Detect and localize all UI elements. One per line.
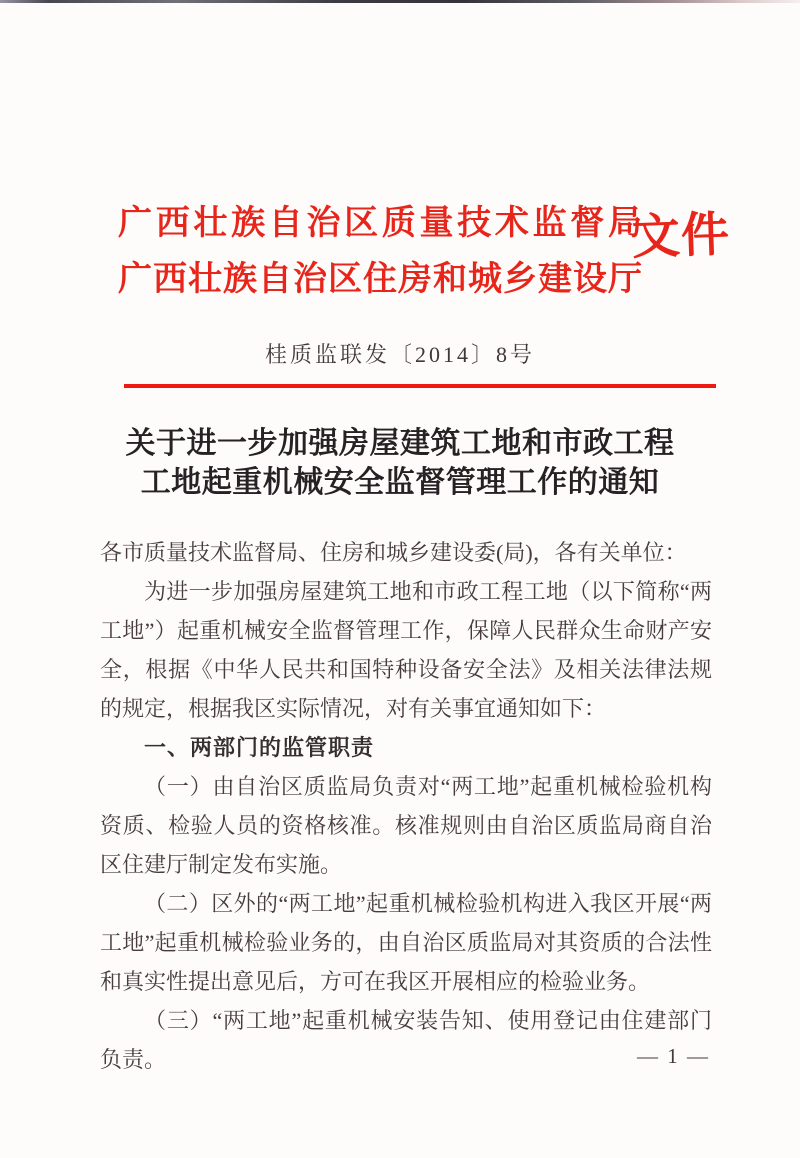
letterhead-org-line1: 广西壮族自治区质量技术监督局 — [118, 205, 642, 242]
section-1-item-1: （一）由自治区质监局负责对“两工地”起重机械检验机构资质、检验人员的资格核准。核准规则由自治区质监局商自治区住建厅制定发布实施。 — [100, 774, 712, 877]
scan-artifact-top-edge — [0, 0, 800, 3]
red-divider-rule — [124, 384, 716, 388]
letterhead-org-line2: 广西壮族自治区住房和城乡建设厅 — [118, 261, 642, 298]
document-reference-number: 桂质监联发〔2014〕8号 — [264, 342, 535, 367]
document-title — [0, 424, 800, 502]
letterhead-document-label: 文件 — [631, 208, 731, 265]
document-body — [100, 533, 712, 1079]
section-1-item-3: （三）“两工地”起重机械安装告知、使用登记由住建部门负责。 — [100, 1008, 712, 1072]
section-1-heading: 一、两部门的监管职责 — [144, 735, 375, 760]
salutation-line: 各市质量技术监督局、住房和城乡建设委(局)，各有关单位： — [100, 540, 687, 565]
document-title-line2: 工地起重机械安全监督管理工作的通知 — [140, 466, 660, 499]
document-title-line1: 关于进一步加强房屋建筑工地和市政工程 — [125, 427, 675, 460]
page-number: — 1 — — [637, 1044, 710, 1068]
intro-paragraph: 为进一步加强房屋建筑工地和市政工程工地（以下简称“两工地”）起重机械安全监督管理工作，保障人民群众生命财产安全，根据《中华人民共和国特种设备安全法》及相关法律法规的规定，根据我区实际情况，对有关事宜通知如下： — [100, 579, 712, 721]
section-1-item-2: （二）区外的“两工地”起重机械检验机构进入我区开展“两工地”起重机械检验业务的，由自治区质监局对其资质的合法性和真实性提出意见后，方可在我区开展相应的检验业务。 — [100, 891, 712, 994]
letterhead — [118, 196, 642, 308]
